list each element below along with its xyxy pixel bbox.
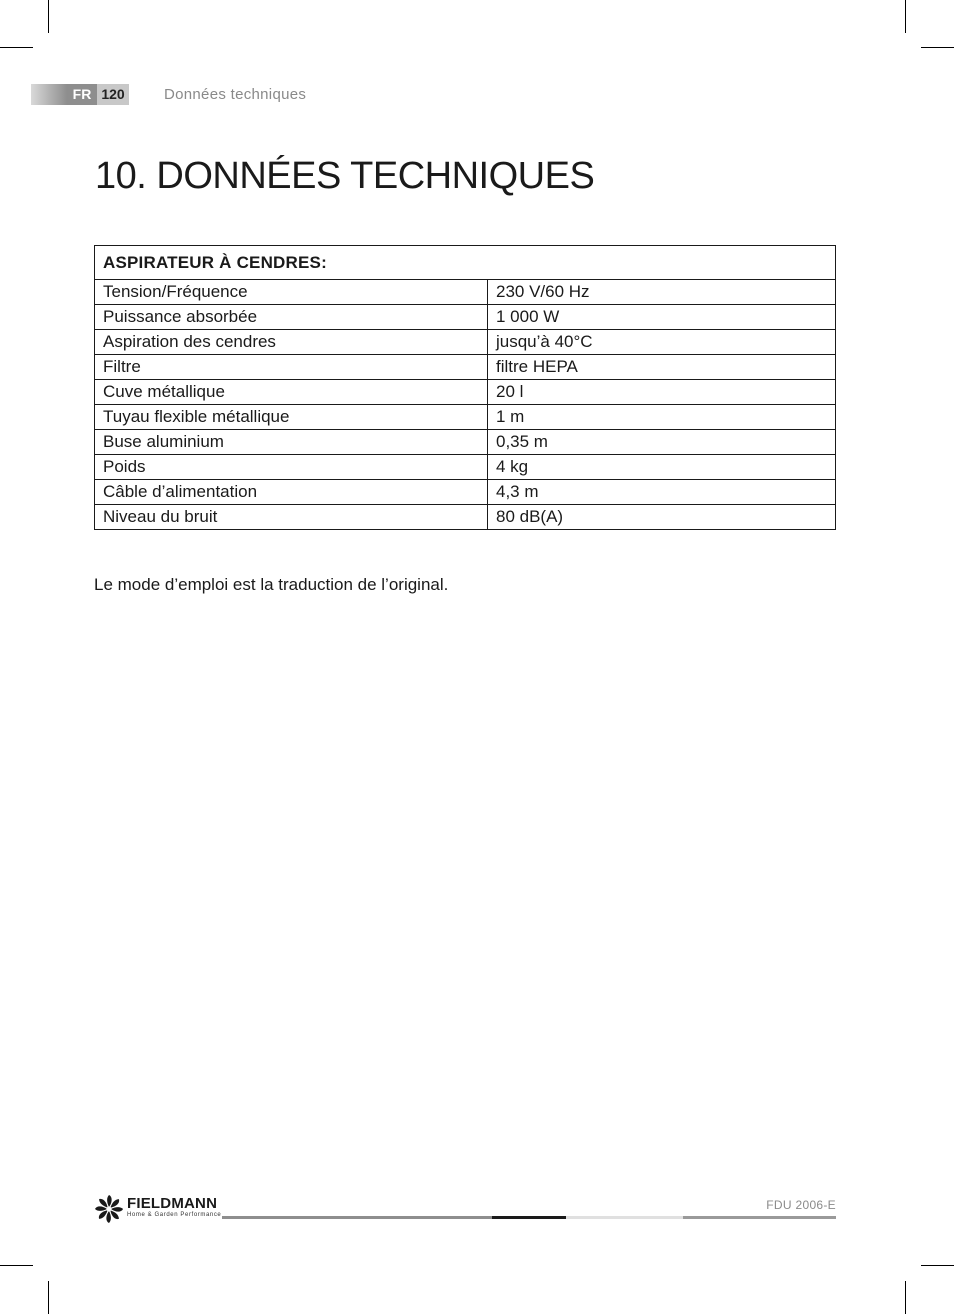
crop-mark (0, 47, 33, 48)
spec-label: Buse aluminium (95, 430, 488, 455)
page-title: 10. DONNÉES TECHNIQUES (95, 155, 595, 197)
page-tab (31, 84, 129, 105)
table-row (95, 305, 836, 330)
tab-gradient (31, 84, 67, 105)
crop-mark (905, 0, 906, 33)
table-header-row (95, 246, 836, 280)
spec-value: filtre HEPA (488, 355, 836, 380)
footer-rule (566, 1216, 683, 1219)
fieldmann-logo (94, 1193, 222, 1225)
page-number: 120 (97, 84, 129, 105)
spec-value: 1 000 W (488, 305, 836, 330)
spec-value: 20 l (488, 380, 836, 405)
spec-label: Niveau du bruit (95, 505, 488, 530)
table-row (95, 280, 836, 305)
brand-tagline: Home & Garden Performance (127, 1212, 222, 1218)
footer-rule (492, 1216, 566, 1219)
language-code: FR (67, 84, 97, 105)
table-row (95, 355, 836, 380)
crop-mark (0, 1265, 33, 1266)
spec-table (94, 245, 836, 530)
crop-mark (921, 47, 954, 48)
fan-logo-icon (94, 1194, 124, 1224)
crop-mark (905, 1281, 906, 1314)
spec-value: 80 dB(A) (488, 505, 836, 530)
footer-rule (222, 1216, 492, 1219)
brand-name: FIELDMANN (127, 1195, 218, 1212)
table-row (95, 505, 836, 530)
crop-mark (48, 1281, 49, 1314)
spec-label: Câble d’alimentation (95, 480, 488, 505)
table-row (95, 330, 836, 355)
spec-value: 4,3 m (488, 480, 836, 505)
spec-label: Puissance absorbée (95, 305, 488, 330)
spec-value: 1 m (488, 405, 836, 430)
table-row (95, 455, 836, 480)
spec-value: jusqu’à 40°C (488, 330, 836, 355)
spec-label: Poids (95, 455, 488, 480)
spec-label: Tension/Fréquence (95, 280, 488, 305)
translation-note: Le mode d’emploi est la traduction de l’original. (94, 575, 449, 594)
model-number: FDU 2006-E (766, 1198, 836, 1212)
footer-rule (683, 1216, 836, 1219)
crop-mark (921, 1265, 954, 1266)
crop-mark (48, 0, 49, 33)
table-heading: ASPIRATEUR À CENDRES: (95, 246, 836, 280)
spec-value: 4 kg (488, 455, 836, 480)
table-row (95, 380, 836, 405)
table-row (95, 430, 836, 455)
section-name: Données techniques (164, 86, 307, 103)
table-row (95, 480, 836, 505)
spec-label: Aspiration des cendres (95, 330, 488, 355)
spec-label: Tuyau flexible métallique (95, 405, 488, 430)
spec-value: 0,35 m (488, 430, 836, 455)
spec-value: 230 V/60 Hz (488, 280, 836, 305)
spec-label: Filtre (95, 355, 488, 380)
spec-label: Cuve métallique (95, 380, 488, 405)
table-row (95, 405, 836, 430)
